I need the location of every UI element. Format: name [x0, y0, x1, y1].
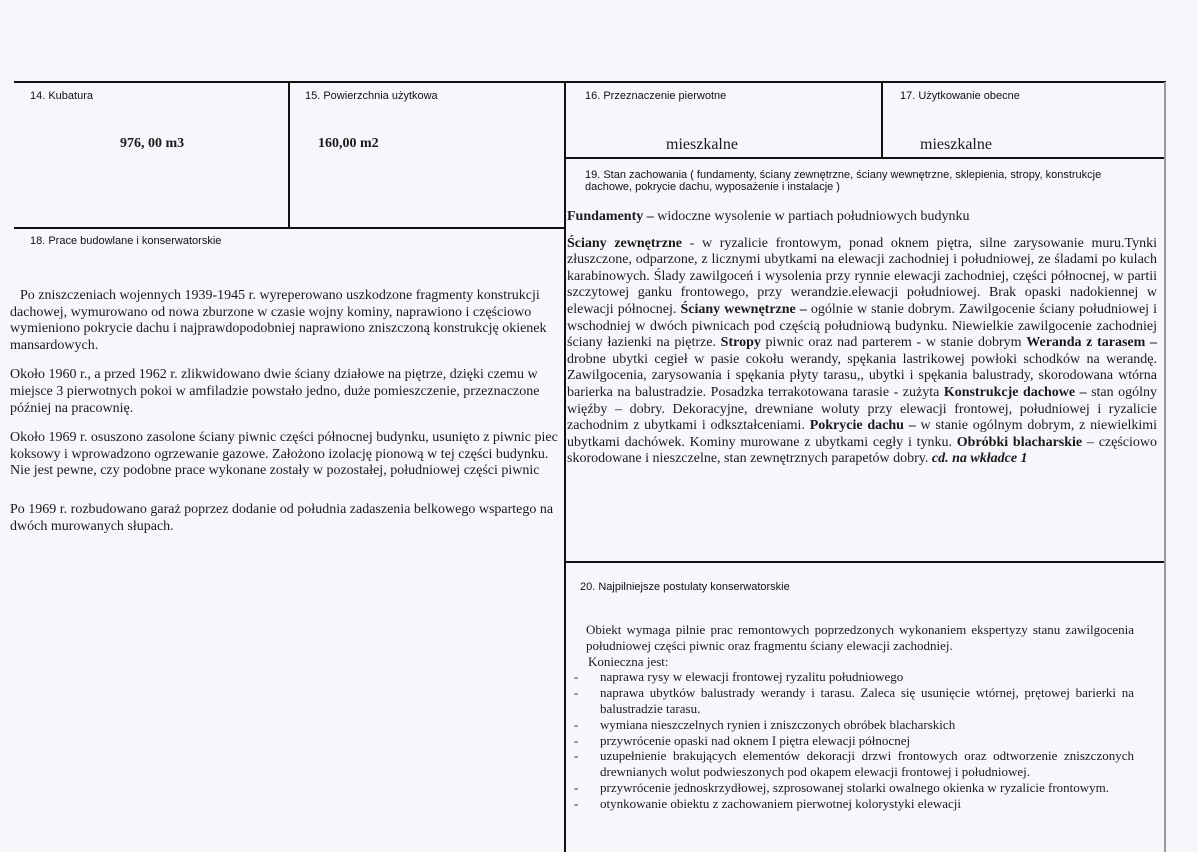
- field-18-text: [10, 288, 562, 548]
- paragraph: Po 1969 r. rozbudowano garaż poprzez dodanie od południa zadaszenia belkowego wspartego na dwóch murowanych słupach.: [10, 501, 554, 534]
- list-item: - otynkowanie obiektu z zachowaniem pierwotnej kolorystyki elewacji: [572, 796, 1134, 812]
- field-14-value: 976, 00 m3: [120, 136, 185, 151]
- field-20-text: [586, 622, 1134, 812]
- paragraph: Około 1960 r., a przed 1962 r. zlikwidowano dwie ściany działowe na piętrze, dzięki czemu w miejsce 3 pierwotnych pokoi w amfiladzie powstało jedno, duże pomieszczenie, przeznaczone później na pracownię.: [10, 367, 540, 416]
- field-17-label: 17. Użytkowanie obecne: [900, 90, 1020, 102]
- field-18-label: 18. Prace budowlane i konserwatorskie: [30, 235, 222, 247]
- rule: [288, 82, 290, 229]
- rule: [565, 561, 1165, 563]
- rule: [881, 82, 883, 159]
- field-16-value: mieszkalne: [666, 136, 738, 153]
- field-17-value: mieszkalne: [920, 136, 992, 153]
- condition-text: Ściany zewnętrzne - w ryzalicie frontowym, ponad oknem piętra, silne zarysowanie muru.Tynki złuszczone, odparzone, z licznymi ubytkami na elewacji zachodniej i południowej, ze śladami po kulach karabinowych. Ślady zawilgoceń i wysolenia przy rynnie elewacji zachodniej, części północnej, w partii szczytowej ganku frontowego, przy werandzie.elewacji południowej. Brak opaski nadokiennej w elewacji północnej. Ściany wewnętrzne – ogólnie w stanie dobrym. Zawilgocenie ściany południowej i wschodniej w dwóch piwnicach pod częścią południową budynku. Niewielkie zawilgocenie zachodniej ściany łazienki na piętrze. Stropy piwnic oraz nad parterem - w stanie dobrym Weranda z tarasem – drobne ubytki cegieł w pasie cokołu werandy, spękania lastrikowej powłoki schodków na werandę. Zawilgocenia, zarysowania i spękania płyty tarasu,, ubytki i spękania balustrady, skorodowana wtórna barierka na balustradzie. Posadzka terrakotowana tarasie - zużyta Konstrukcje dachowe – stan ogólny więźby – dobry. Dekoracyjne, drewniane woluty przy elewacji frontowej, południowej i ryzalicie zachodnim z ubytkami i odkształceniami. Pokrycie dachu – w stanie ogólnym dobrym, z niewielkimi ubytkami dachówek. Kominy murowane z ubytkami cegły i tynku. Obróbki blacharskie – częściowo skorodowane i nieszczelne, stan zewnętrznych parapetów dobry. cd. na wkładce 1: [567, 235, 1158, 467]
- list-item: - wymiana nieszczelnych rynien i zniszczonych obróbek blacharskich: [572, 717, 1134, 733]
- paragraph: Po zniszczeniach wojennych 1939-1945 r. wyreperowano uszkodzone fragmenty konstrukcji dachowej, wymurowano od nowa zburzone w czasie wojny kominy, naprawiono i częściowo wymieniono pokrycie dachu i najprawdopodobniej naprawiono zniszczoną konstrukcję okienek mansardowych.: [10, 288, 547, 353]
- field-19-text: [567, 209, 1157, 481]
- list-item: - naprawa rysy w elewacji frontowej ryzalitu południowego: [572, 669, 1134, 685]
- continuation-note: cd. na wkładce 1: [931, 451, 1028, 467]
- field-19-label: 19. Stan zachowania ( fundamenty, ściany zewnętrzne, ściany wewnętrzne, sklepienia, stropy, konstrukcje dachowe, pokrycie dachu, wyposażenie i instalacje ): [585, 169, 1102, 193]
- rule: [565, 157, 1165, 159]
- rule: [564, 82, 566, 852]
- list-item: - przywrócenie opaski nad oknem I piętra elewacji północnej: [572, 733, 1134, 749]
- list-item: - uzupełnienie brakujących elementów dekoracji drzwi frontowych oraz odtworzenie zniszczonych drewnianych wolut podwieszonych pod okapem elewacji frontowej i południowej.: [572, 748, 1134, 780]
- list-item: - naprawa ubytków balustrady werandy i tarasu. Zaleca się usunięcie wtórnej, prętowej barierki na balustradzie tarasu.: [572, 685, 1134, 717]
- rule: [14, 227, 565, 229]
- intro: Obiekt wymaga pilnie prac remontowych poprzedzonych wykonaniem ekspertyzy stanu zawilgocenia południowej części piwnic oraz fragmentu ściany elewacji zachodniej.: [586, 622, 1134, 653]
- field-15-value: 160,00 m2: [318, 136, 379, 151]
- list-item: - przywrócenie jednoskrzydłowej, szprosowanej stolarki owalnego okienka w ryzalicie frontowym.: [572, 780, 1134, 796]
- field-16-label: 16. Przeznaczenie pierwotne: [585, 90, 727, 102]
- field-15-label: 15. Powierzchnia użytkowa: [305, 90, 438, 102]
- field-20-label: 20. Najpilniejsze postulaty konserwatorskie: [580, 581, 790, 593]
- paragraph: Około 1969 r. osuszono zasolone ściany piwnic części północnej budynku, usunięto z piwnic piec koksowy i wprowadzono ogrzewanie gazowe. Założono izolację pionową w tej części budynku. Nie jest pewne, czy podobne prace wykonane zostały w pozostałej, południowej części piwnic: [10, 430, 558, 479]
- rule: [14, 81, 1166, 83]
- field-14-label: 14. Kubatura: [30, 90, 93, 102]
- foundations: Fundamenty – widoczne wysolenie w partiach południowych budynku: [567, 209, 970, 224]
- rule: [1164, 82, 1166, 852]
- lead: Konieczna jest:: [588, 653, 669, 669]
- postulates-list: [572, 669, 1134, 811]
